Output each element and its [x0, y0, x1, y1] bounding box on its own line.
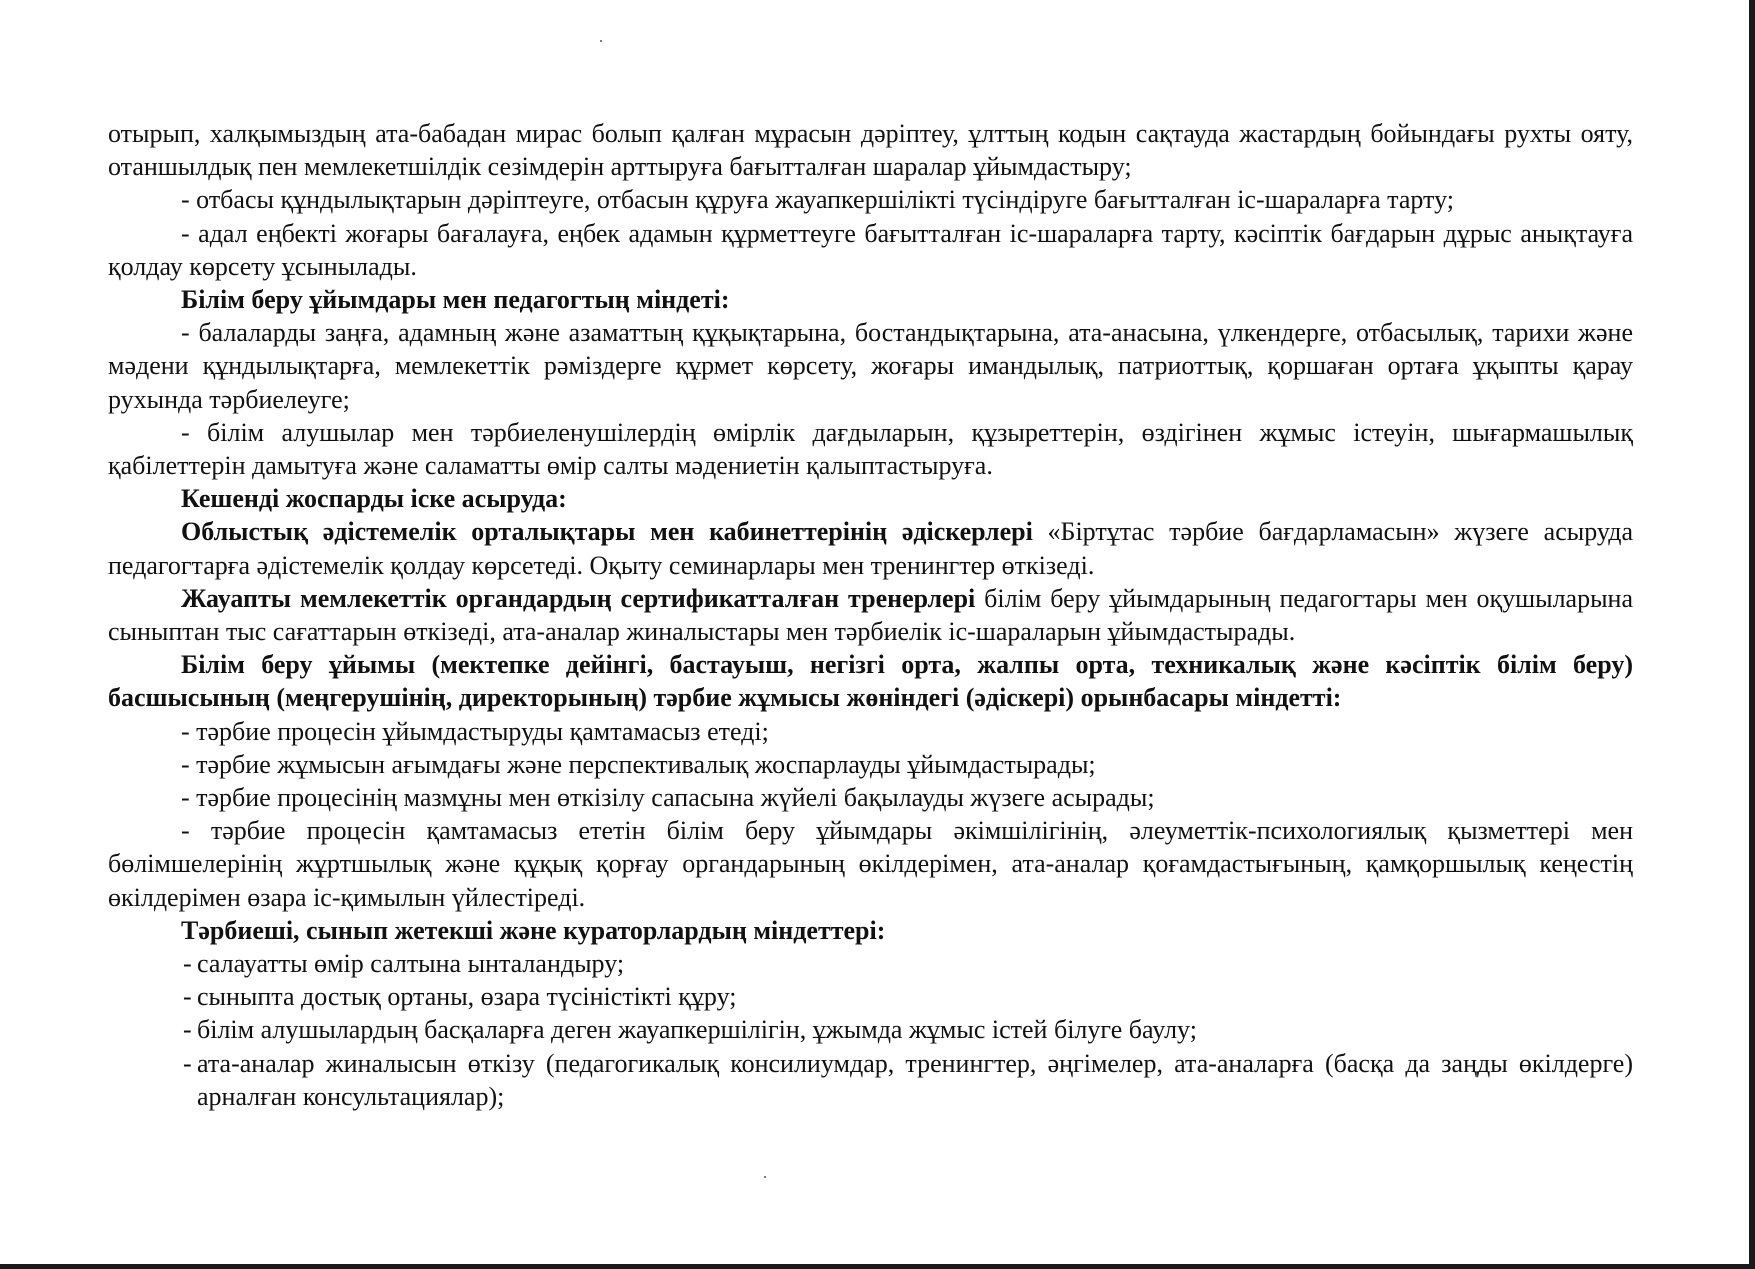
methodists-lead: Облыстық әдістемелік орталықтары мен кабинеттерінің әдіскерлері	[181, 517, 1033, 547]
heading-implementation: Кешенді жоспарды іске асыруда:	[181, 484, 567, 514]
paragraph-trainers	[108, 582, 1633, 648]
paragraph-methodists	[108, 515, 1633, 581]
list-item: - сыныпта достық ортаны, өзара түсіністікті құру;	[183, 982, 737, 1012]
trainers-lead: Жауапты мемлекеттік органдардың сертификатталған тренерлері	[181, 583, 976, 613]
paragraph-labor: - адал еңбекті жоғары бағалауға, еңбек адамын құрметтеуге бағытталған іс-шараларға тарту, кәсіптік бағдарын дұрыс анықтауға қолдау көрсету ұсынылады.	[108, 218, 1633, 281]
scan-speck	[764, 1176, 766, 1178]
heading-teacher-duties: Тәрбиеші, сынып жетекші және кураторлардың міндеттері:	[181, 915, 886, 945]
deputy-duty-item: - тәрбие процесін ұйымдастыруды қамтамасыз етеді;	[181, 716, 769, 746]
trainers-text: білім беру ұйымдарының педагогтары мен оқушыларына сыныптан тыс сағаттарын өткізеді, ата-аналар жиналыстары мен тәрбиелік іс-шараларын ұйымдастырады.	[108, 583, 1634, 647]
heading-deputy-duties: Білім беру ұйымы (мектепке дейінгі, бастауыш, негізгі орта, жалпы орта, техникалық және кәсіптік білім беру) басшысының (меңгерушінің, директорының) тәрбие жұмысы жөніндегі (әдіскері) орынбасары міндетті:	[108, 650, 1633, 713]
deputy-duty-item: - тәрбие процесін қамтамасыз ететін білім беру ұйымдары әкімшілігінің, әлеуметтік-психологиялық қызметтері мен бөлімшелерінің жұртшылық және құқық қорғау органдарының өкілдерімен, ата-аналар қоғамдастығының, қамқоршылық кеңестің өкілдерімен өзара іс-қимылын үйлестіреді.	[108, 816, 1633, 912]
paragraph-children-upbringing: - балаларды заңға, адамның және азаматтың құқықтарына, бостандықтарына, ата-анасына, үлкендерге, отбасылық, тарихи және мәдени құндылықтарға, мемлекеттік рәміздерге құрмет көрсету, жоғары имандылық, патриоттық, қоршаған ортаға ұқыпты қарау рухында тәрбиелеуге;	[108, 318, 1633, 414]
methodists-text: «Біртұтас тәрбие бағдарламасын» жүзеге асыруда педагогтарға әдістемелік қолдау көрсетеді. Оқыту семинарлары мен тренингтер өткізеді.	[108, 517, 1633, 580]
paragraph-family-values: - отбасы құндылықтарын дәріптеуге, отбасын құруға жауапкершілікті түсіндіруге бағытталған іс-шараларға тарту;	[181, 185, 1454, 215]
deputy-duty-item: - тәрбие процесінің мазмұны мен өткізілу сапасына жүйелі бақылауды жүзеге асырады;	[181, 783, 1155, 813]
teacher-duties-list	[108, 947, 1633, 1113]
heading-edu-orgs: Білім беру ұйымдары мен педагогтың міндеті:	[181, 285, 730, 315]
list-item: - салауатты өмір салтына ынталандыру;	[183, 949, 625, 979]
list-item: - білім алушылардың басқаларға деген жауапкершілігін, ұжымда жұмыс істей білуге баулу;	[183, 1015, 1197, 1045]
deputy-duty-item: - тәрбие жұмысын ағымдағы және перспективалық жоспарлауды ұйымдастырады;	[181, 749, 1096, 779]
list-item: - ата-аналар жиналысын өткізу (педагогикалық консилиумдар, тренингтер, әңгімелер, ата-аналарға (басқа да заңды өкілдерге) арналған консультациялар);	[183, 1048, 1633, 1111]
document-body	[108, 117, 1633, 1113]
scan-speck	[600, 40, 602, 42]
paragraph-intro: отырып, халқымыздың ата-бабадан мирас болып қалған мұрасын дәріптеу, ұлттың кодын сақтауда жастардың бойындағы рухты ояту, отаншылдық пен мемлекетшілдік сезімдерін арттыруға бағытталған шаралар ұйымдастыру;	[108, 119, 1633, 182]
paragraph-life-skills: - білім алушылар мен тәрбиеленушілердің өмірлік дағдыларын, құзыреттерін, өздігінен жұмыс істеуін, шығармашылық қабілеттерін дамытуға және саламатты өмір салты мәдениетін қалыптастыруға.	[108, 417, 1633, 481]
